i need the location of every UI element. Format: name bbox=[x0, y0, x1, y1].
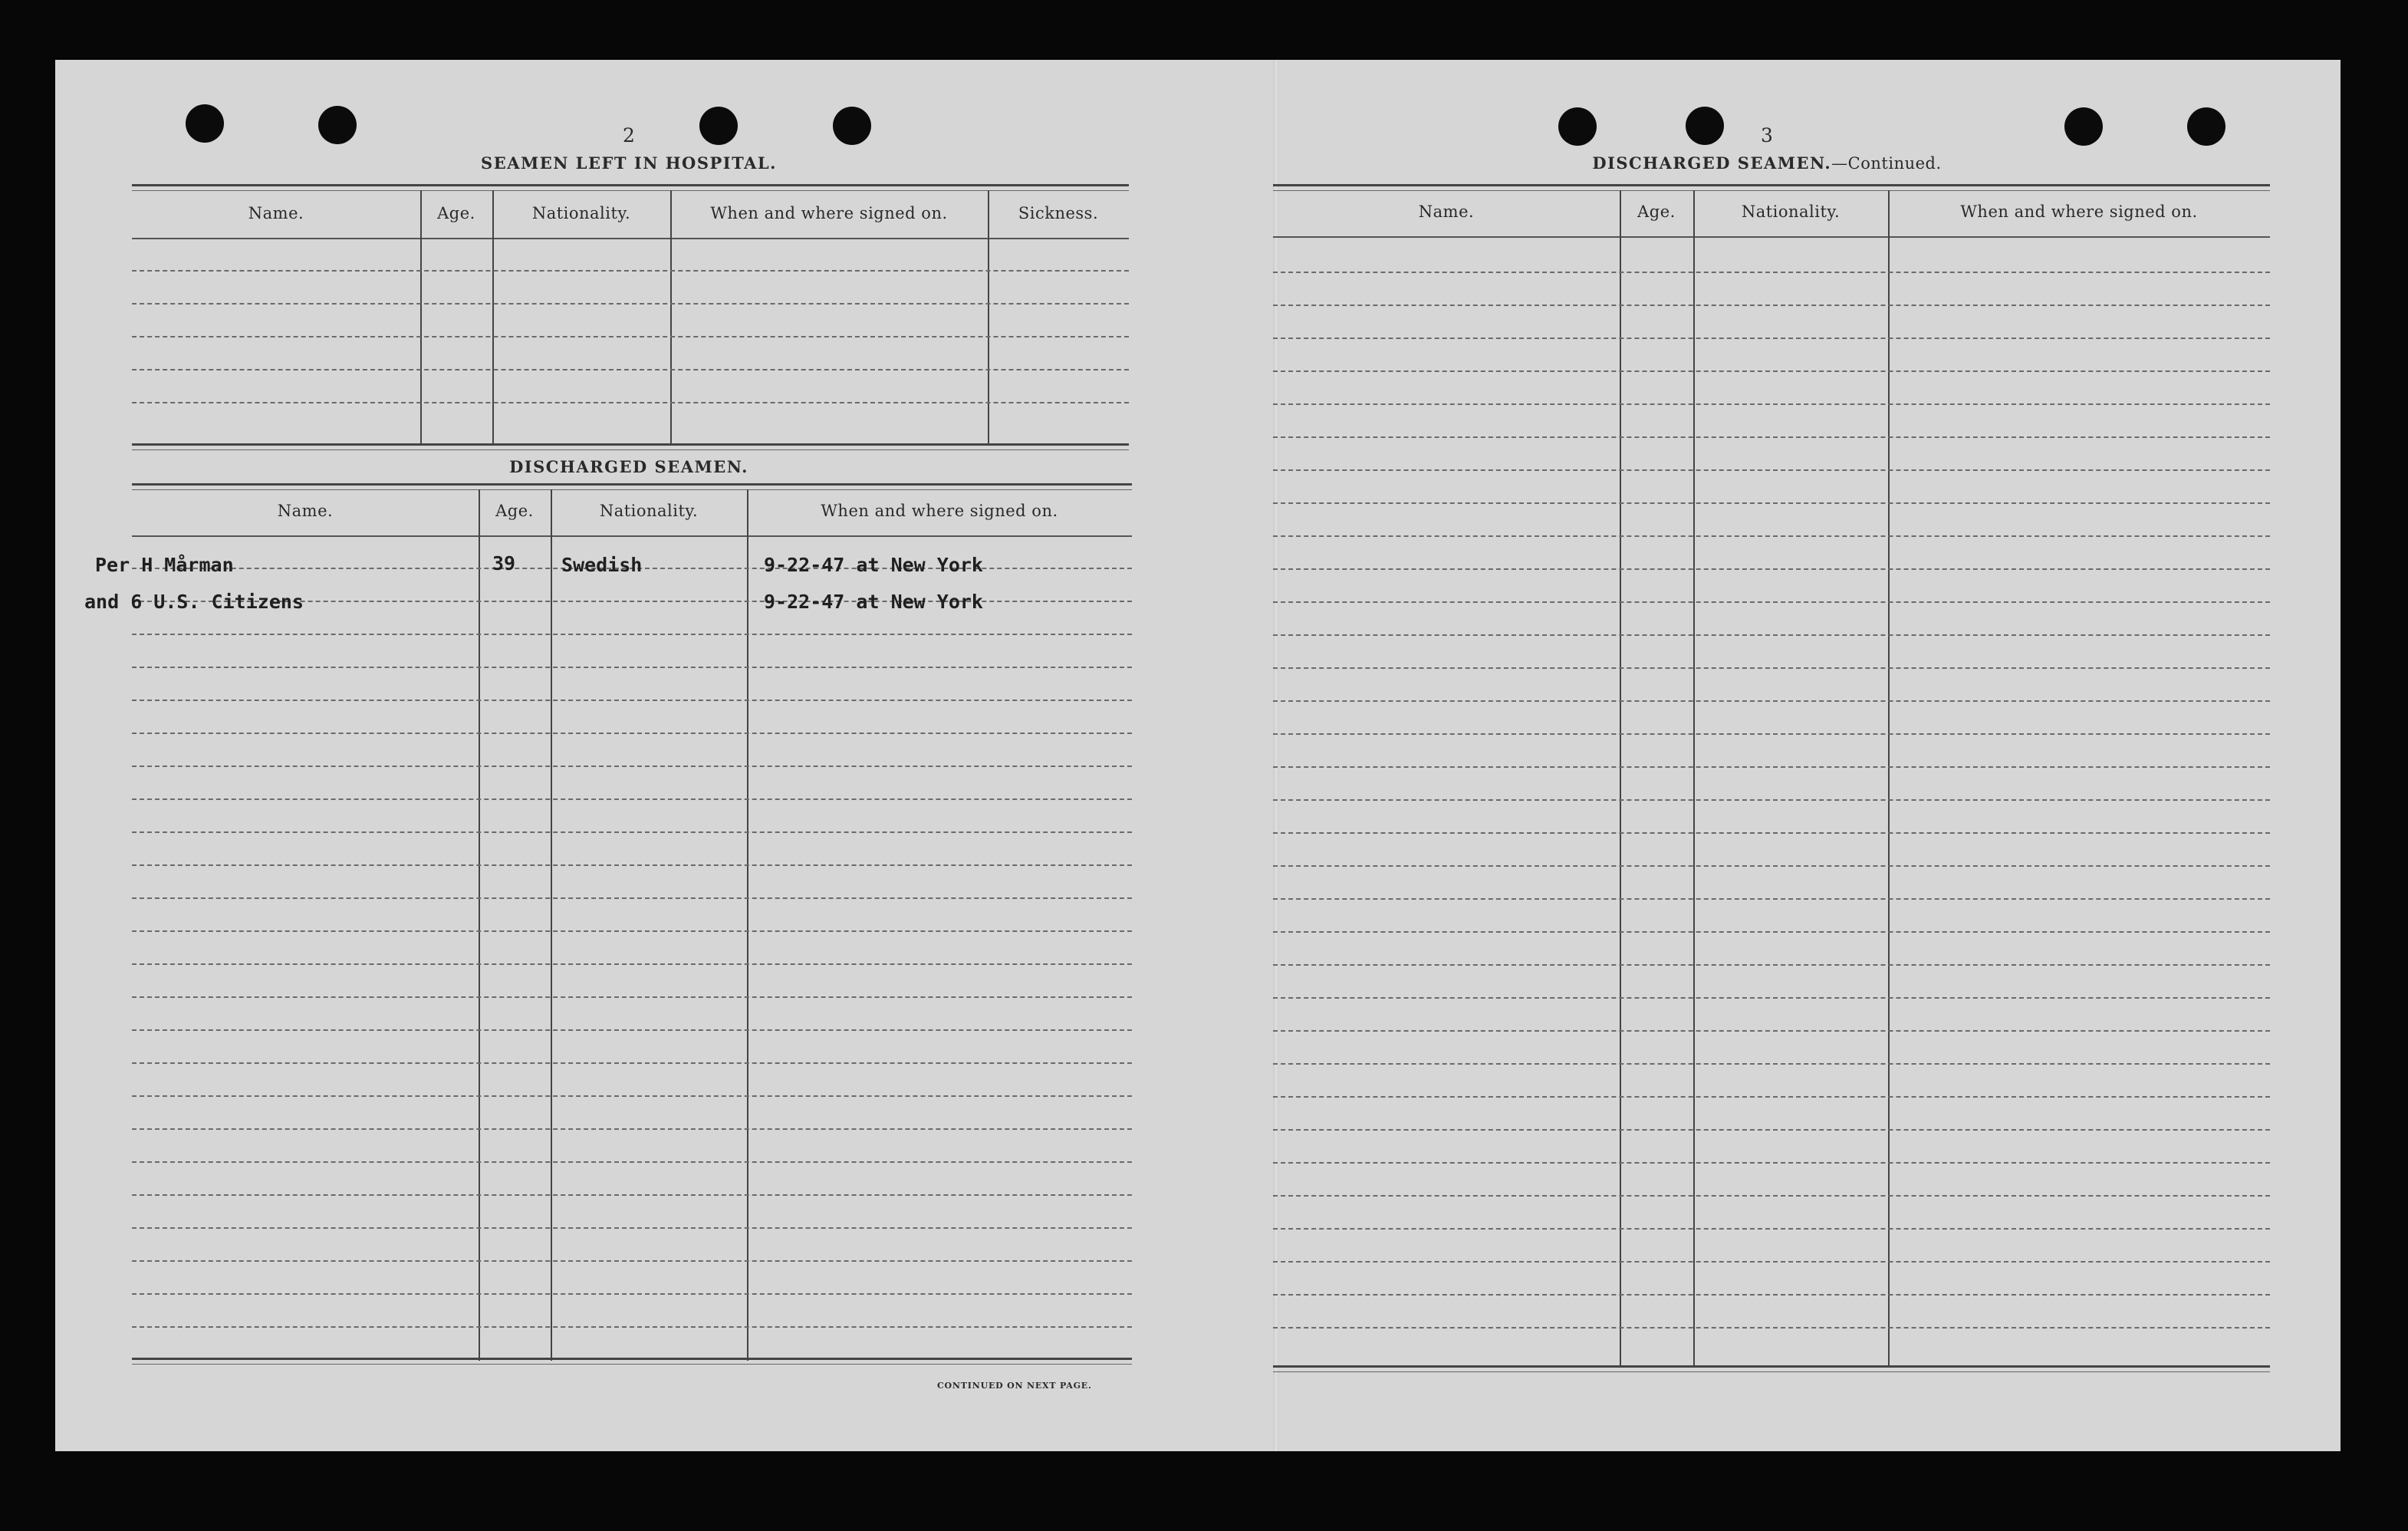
row-line bbox=[1273, 272, 2270, 273]
hospital-section-title: SEAMEN LEFT IN HOSPITAL. bbox=[481, 153, 777, 173]
column-divider bbox=[551, 489, 552, 1361]
hospital-col-signed-on: When and where signed on. bbox=[710, 204, 948, 222]
continued-footer: CONTINUED ON NEXT PAGE. bbox=[937, 1381, 1092, 1391]
discharged-row-1-name: Per H Mårman bbox=[95, 554, 234, 576]
table-bottom-rule bbox=[132, 1358, 1132, 1365]
discharged-section-title: DISCHARGED SEAMEN. bbox=[509, 457, 748, 476]
column-divider bbox=[420, 190, 422, 443]
row-line bbox=[132, 864, 1132, 866]
punch-hole bbox=[318, 106, 357, 144]
discharged-row-1-signed-on: 9-22-47 at New York bbox=[764, 554, 983, 576]
table-header-rule bbox=[1273, 236, 2270, 238]
discharged-continued-table bbox=[1273, 184, 2270, 1376]
row-line bbox=[1273, 436, 2270, 438]
row-line bbox=[1273, 799, 2270, 801]
discharged-col-signed-on: When and where signed on. bbox=[821, 502, 1058, 520]
row-line bbox=[132, 1260, 1132, 1262]
row-line bbox=[1273, 403, 2270, 405]
column-divider bbox=[747, 489, 748, 1361]
row-line bbox=[132, 336, 1129, 337]
discharged-row-2-signed-on: 9-22-47 at New York bbox=[764, 591, 983, 613]
row-line bbox=[1273, 997, 2270, 999]
punch-hole bbox=[186, 104, 224, 143]
row-line bbox=[1273, 1162, 2270, 1164]
row-line bbox=[132, 766, 1132, 767]
hospital-col-age: Age. bbox=[437, 204, 475, 222]
row-line bbox=[1273, 305, 2270, 306]
row-line bbox=[132, 996, 1132, 998]
punch-hole bbox=[833, 107, 871, 145]
hospital-col-sickness: Sickness. bbox=[1018, 204, 1099, 222]
row-line bbox=[132, 1161, 1132, 1163]
row-line bbox=[1273, 865, 2270, 867]
discharged-continued-title bbox=[1592, 153, 1941, 173]
table-header-rule bbox=[132, 238, 1129, 239]
row-line bbox=[132, 1062, 1132, 1064]
row-line bbox=[132, 1227, 1132, 1229]
right-col-nationality: Nationality. bbox=[1741, 202, 1841, 221]
row-line bbox=[132, 303, 1129, 305]
document-sheet bbox=[55, 60, 2341, 1451]
table-bottom-rule bbox=[1273, 1365, 2270, 1372]
discharged-col-age: Age. bbox=[495, 502, 534, 520]
column-divider bbox=[1888, 190, 1890, 1367]
row-line bbox=[1273, 1129, 2270, 1131]
column-divider bbox=[988, 190, 989, 443]
title-continued: —Continued. bbox=[1831, 154, 1942, 173]
row-line bbox=[132, 1194, 1132, 1196]
row-line bbox=[1273, 634, 2270, 636]
column-divider bbox=[1693, 190, 1695, 1367]
row-line bbox=[1273, 766, 2270, 768]
row-line bbox=[1273, 700, 2270, 702]
row-line bbox=[132, 963, 1132, 965]
row-line bbox=[1273, 568, 2270, 570]
punch-hole bbox=[699, 107, 738, 145]
row-line bbox=[132, 798, 1132, 800]
discharged-col-nationality: Nationality. bbox=[599, 502, 699, 520]
row-line bbox=[132, 634, 1132, 635]
hospital-col-nationality: Nationality. bbox=[531, 204, 631, 222]
row-line bbox=[132, 700, 1132, 701]
discharged-row-2-name: and 6 U.S. Citizens bbox=[84, 591, 304, 613]
row-line bbox=[132, 369, 1129, 370]
row-line bbox=[132, 897, 1132, 899]
row-line bbox=[1273, 1195, 2270, 1197]
page-number-left: 2 bbox=[623, 124, 635, 147]
row-line bbox=[132, 667, 1132, 668]
row-line bbox=[1273, 1327, 2270, 1329]
row-line bbox=[132, 1128, 1132, 1130]
row-line bbox=[132, 930, 1132, 932]
discharged-row-1-nationality: Swedish bbox=[561, 554, 643, 576]
right-col-signed-on: When and where signed on. bbox=[1960, 202, 2198, 221]
discharged-row-1-age: 39 bbox=[492, 552, 516, 575]
right-col-name: Name. bbox=[1418, 202, 1475, 221]
table-header-rule bbox=[132, 535, 1132, 537]
row-line bbox=[1273, 667, 2270, 669]
row-line bbox=[1273, 1228, 2270, 1230]
punch-hole bbox=[1686, 107, 1724, 145]
column-divider bbox=[1620, 190, 1621, 1367]
row-line bbox=[132, 402, 1129, 403]
row-line bbox=[1273, 832, 2270, 834]
punch-hole bbox=[2064, 107, 2103, 146]
row-line bbox=[132, 831, 1132, 833]
row-line bbox=[1273, 1096, 2270, 1098]
row-line bbox=[1273, 898, 2270, 900]
row-line bbox=[132, 1326, 1132, 1328]
row-line bbox=[1273, 931, 2270, 933]
table-top-rule bbox=[1273, 184, 2270, 191]
title-main: DISCHARGED SEAMEN. bbox=[1592, 153, 1832, 173]
discharged-col-name: Name. bbox=[277, 502, 334, 520]
punch-hole bbox=[2187, 107, 2225, 146]
table-top-rule bbox=[132, 184, 1129, 191]
row-line bbox=[1273, 1063, 2270, 1065]
discharged-table bbox=[84, 483, 1132, 1365]
row-line bbox=[132, 1293, 1132, 1295]
row-line bbox=[132, 1095, 1132, 1097]
right-col-age: Age. bbox=[1637, 202, 1676, 221]
row-line bbox=[132, 270, 1129, 272]
table-top-rule bbox=[132, 483, 1132, 490]
row-line bbox=[1273, 601, 2270, 603]
row-line bbox=[1273, 964, 2270, 966]
row-line bbox=[1273, 1030, 2270, 1032]
hospital-col-name: Name. bbox=[248, 204, 304, 222]
row-line bbox=[1273, 337, 2270, 339]
row-line bbox=[1273, 502, 2270, 504]
punch-hole bbox=[1558, 107, 1597, 146]
column-divider bbox=[492, 190, 494, 443]
row-line bbox=[1273, 733, 2270, 735]
row-line bbox=[1273, 1261, 2270, 1263]
table-bottom-rule bbox=[132, 443, 1129, 450]
row-line bbox=[132, 733, 1132, 734]
page-number-right: 3 bbox=[1761, 124, 1773, 147]
row-line bbox=[1273, 469, 2270, 471]
row-line bbox=[1273, 370, 2270, 372]
row-line bbox=[1273, 1294, 2270, 1296]
row-line bbox=[1273, 535, 2270, 537]
column-divider bbox=[479, 489, 480, 1361]
column-divider bbox=[670, 190, 672, 443]
row-line bbox=[132, 1029, 1132, 1031]
